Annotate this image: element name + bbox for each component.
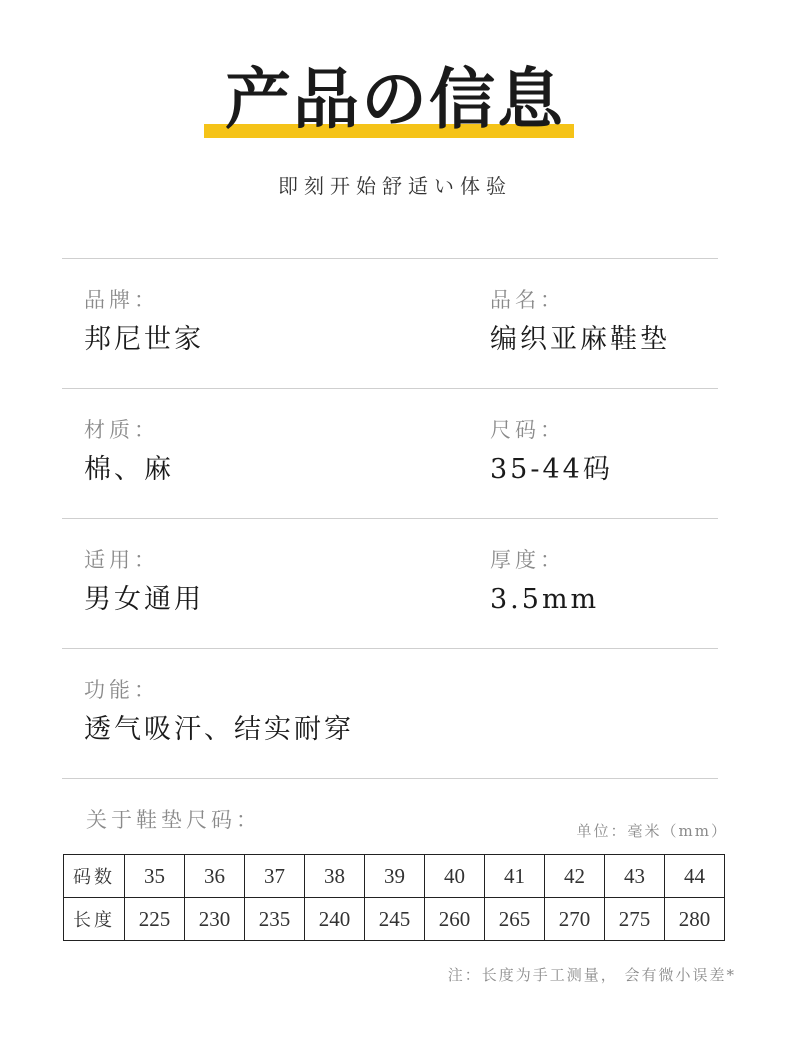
info-label: 适用：: [84, 548, 159, 572]
info-cell-applicable: [84, 545, 204, 619]
page-subtitle: 即刻开始舒适い体验: [278, 174, 512, 198]
size-chart-table: [63, 854, 725, 941]
info-cell-product-name: [490, 285, 670, 359]
table-row-length: [64, 898, 725, 941]
title-block: [0, 60, 790, 140]
length-cell: 270: [545, 898, 605, 941]
info-cell-size: [490, 415, 613, 489]
length-cell: 225: [125, 898, 185, 941]
info-value: 棉、麻: [84, 454, 174, 485]
page-title: 产品の信息: [225, 61, 565, 138]
size-cell: 36: [185, 855, 245, 898]
length-cell: 265: [485, 898, 545, 941]
info-label: 厚度：: [490, 548, 565, 572]
size-cell: 35: [125, 855, 185, 898]
info-value: 35-44码: [490, 454, 613, 485]
info-row: [62, 388, 718, 518]
length-cell: 240: [305, 898, 365, 941]
info-cell-thickness: [490, 545, 599, 619]
size-cell: 38: [305, 855, 365, 898]
info-value: 编织亚麻鞋垫: [490, 324, 670, 355]
size-cell: 43: [605, 855, 665, 898]
info-value: 透气吸汗、结实耐穿: [84, 714, 354, 745]
length-cell: 245: [365, 898, 425, 941]
product-info-table: [62, 258, 718, 779]
length-cell: 260: [425, 898, 485, 941]
info-label: 品名：: [490, 288, 565, 312]
length-cell: 280: [665, 898, 725, 941]
info-label: 尺码：: [490, 418, 565, 442]
size-cell: 40: [425, 855, 485, 898]
row-header: 长度: [64, 898, 125, 941]
length-cell: 275: [605, 898, 665, 941]
size-cell: 39: [365, 855, 425, 898]
info-cell-brand: [84, 285, 204, 359]
row-header: 码数: [64, 855, 125, 898]
info-label: 材质：: [84, 418, 159, 442]
info-row: [62, 258, 718, 388]
info-cell-function: [84, 675, 354, 749]
size-cell: 44: [665, 855, 725, 898]
size-cell: 37: [245, 855, 305, 898]
size-cell: 41: [485, 855, 545, 898]
info-label: 品牌：: [84, 288, 159, 312]
table-row-size: [64, 855, 725, 898]
length-cell: 230: [185, 898, 245, 941]
length-cell: 235: [245, 898, 305, 941]
info-value: 男女通用: [84, 584, 204, 615]
info-value: 邦尼世家: [84, 324, 204, 355]
info-cell-material: [84, 415, 174, 489]
unit-label: 单位：毫米（mm）: [576, 822, 728, 840]
info-value: 3.5mm: [490, 584, 600, 615]
size-section-title: 关于鞋垫尺码：: [86, 808, 261, 832]
info-label: 功能：: [84, 678, 159, 702]
info-row: [62, 648, 718, 779]
measurement-note: 注：长度为手工测量， 会有微小误差*: [447, 966, 736, 984]
size-cell: 42: [545, 855, 605, 898]
info-row: [62, 518, 718, 648]
